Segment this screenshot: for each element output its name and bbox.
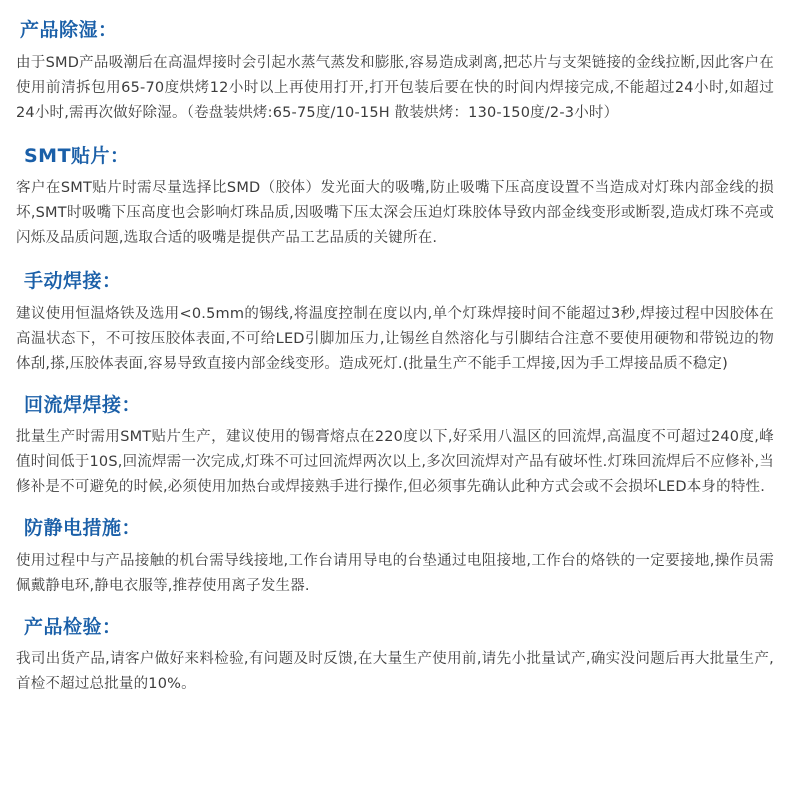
- section-title-product-inspection: 产品检验：: [24, 615, 122, 638]
- section-title-esd-measures: 防静电措施：: [24, 517, 142, 539]
- section-dehumidify: [16, 18, 774, 126]
- section-body-reflow-soldering: 批量生产时需用SMT贴片生产，建议使用的锡膏熔点在220度以下,好采用八温区的回流焊,高温度不可超过240度,峰值时间低于10S,回流焊需一次完成,灯珠不可过回流焊两次以上,多次回流焊对产品有破坏性.灯珠回流焊后不应修补,当修补是不可避免的时候,必须使用加热台或焊接熟手进行操作,但必须事先确认此种方式会或不会损坏LED本身的特性.: [16, 429, 774, 496]
- section-title-reflow-soldering: 回流焊焊接：: [24, 393, 142, 416]
- section-body-product-inspection: 我司出货产品,请客户做好来料检验,有问题及时反馈,在大量生产使用前,请先小批量试产,确实没问题后再大批量生产,首检不超过总批量的10%。: [16, 651, 774, 693]
- section-manual-soldering: [16, 269, 774, 377]
- section-product-inspection: [16, 615, 774, 698]
- section-body-dehumidify: 由于SMD产品吸潮后在高温焊接时会引起水蒸气蒸发和膨胀,容易造成剥离,把芯片与支架链接的金线拉断,因此客户在使用前清拆包用65-70度烘烤12小时以上再使用打开,打开包装后要在快的时间内焊接完成,不能超过24小时,如超过24小时,需再次做好除湿。（卷盘装烘烤:65-75度/10-15H 散装烘烤：130-150度/2-3小时）: [16, 54, 774, 121]
- section-reflow-soldering: [16, 393, 774, 501]
- section-body-smt-mounting: 客户在SMT贴片时需尽量选择比SMD（胶体）发光面大的吸嘴,防止吸嘴下压高度设置不当造成对灯珠内部金线的损坏,SMT时吸嘴下压高度也会影响灯珠品质,因吸嘴下压太深会压迫灯珠胶体导致内部金线变形或断裂,造成灯珠不亮或闪烁及品质问题,选取合适的吸嘴是提供产品工艺品质的关键所在.: [16, 180, 774, 247]
- section-smt-mounting: [16, 144, 774, 252]
- section-body-manual-soldering: 建议使用恒温烙铁及选用<0.5mm的锡线,将温度控制在度以内,单个灯珠焊接时间不能超过3秒,焊接过程中因胶体在高温状态下，不可按压胶体表面,不可给LED引脚加压力,让锡丝自然溶化与引脚结合注意不要使用硬物和带锐边的物体刮,搽,压胶体表面,容易导致直接内部金线变形。造成死灯.(批量生产不能手工焊接,因为手工焊接品质不稳定): [16, 305, 774, 372]
- section-title-smt-mounting: SMT贴片：: [24, 144, 130, 167]
- section-esd-measures: [16, 516, 774, 599]
- section-title-manual-soldering: 手动焊接：: [24, 270, 122, 292]
- section-title-dehumidify: 产品除湿：: [20, 19, 118, 41]
- section-body-esd-measures: 使用过程中与产品接触的机台需导线接地,工作台请用导电的台垫通过电阻接地,工作台的烙铁的一定要接地,操作员需佩戴静电环,静电衣服等,推荐使用离子发生器.: [16, 552, 774, 594]
